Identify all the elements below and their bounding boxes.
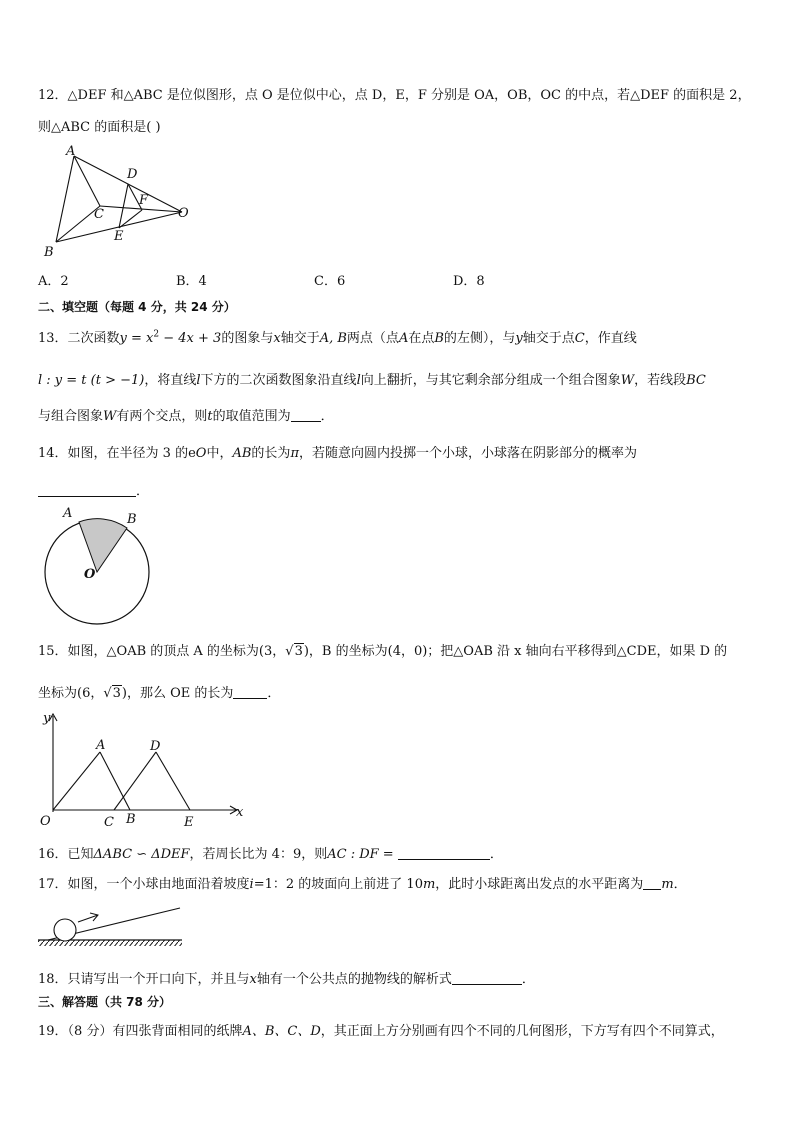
- q18-line: 18．只请写出一个开口向下，并且与x轴有一个公共点的抛物线的解析式 ．: [38, 972, 535, 987]
- label-F: F: [139, 193, 149, 208]
- label-E: E: [114, 229, 124, 244]
- q17-line: 17．如图，一个小球由地面沿着坡度i=1：2 的坡面向上前进了 10m，此时小球距离出发点的水平距离为 m．: [38, 877, 687, 892]
- section-3-heading: 三、解答题（共 78 分）: [38, 995, 172, 1009]
- q14-figure: [38, 502, 162, 626]
- label-y: y: [43, 711, 51, 726]
- answer-blank-13[interactable]: [291, 409, 321, 422]
- section-2-heading: 二、填空题（每题 4 分，共 24 分）: [38, 300, 236, 314]
- label-A: A: [96, 738, 106, 753]
- label-O: O: [178, 206, 189, 221]
- label-B: B: [127, 512, 137, 527]
- label-A: A: [63, 506, 73, 521]
- label-D: D: [150, 739, 161, 754]
- q15-line2: 坐标为(6，√3)，那么 OE 的长为 ．: [38, 686, 281, 701]
- answer-blank-14[interactable]: [38, 484, 136, 497]
- q12-line1: 12．△DEF 和△ABC 是位似图形，点 O 是位似中心，点 D，E，F 分别是 OA，OB，OC 的中点，若△DEF 的面积是 2，: [38, 88, 751, 103]
- q19-line: 19．（8 分）有四张背面相同的纸牌A、B、C、D，其正面上方分别画有四个不同的几何图形，下方写有四个不同算式，: [38, 1024, 724, 1039]
- answer-blank-18[interactable]: [452, 972, 522, 985]
- answer-blank-17[interactable]: [643, 877, 661, 890]
- q14-line1: 14．如图，在半径为 3 的eO中，AB的长为π，若随意向圆内投掷一个小球，小球落在阴影部分的概率为: [38, 446, 637, 461]
- q13-line1: 13．二次函数$y = x^2 - 4x + 3$的图象与x轴交于A, B两点（点A在点B的左侧），与y轴交于点C，作直线: [38, 329, 637, 346]
- choice-d: D．8: [453, 274, 485, 289]
- answer-blank-15[interactable]: [233, 686, 267, 699]
- q12-figure: [38, 142, 198, 260]
- q14-line2: ．: [38, 480, 149, 499]
- label-A: A: [66, 144, 76, 159]
- q15-figure: [38, 708, 248, 830]
- q17-figure: [38, 900, 184, 950]
- answer-blank-16[interactable]: [398, 847, 490, 860]
- label-B: B: [126, 812, 136, 827]
- q13-line2: l : y = t (t > −1)，将直线l下方的二次函数图象沿直线l向上翻折，与其它剩余部分组成一个组合图象W，若线段BC: [38, 373, 706, 388]
- choice-c: C．6: [314, 274, 346, 289]
- q13-line3: 与组合图象W有两个交点，则t的取值范围为 ．: [38, 409, 334, 424]
- label-E: E: [184, 815, 194, 830]
- choice-b: B．4: [176, 274, 207, 289]
- label-O: O: [84, 567, 96, 582]
- label-D: D: [127, 167, 138, 182]
- q15-line1: 15．如图，△OAB 的顶点 A 的坐标为(3，√3)，B 的坐标为(4，0)；把△OAB 沿 x 轴向右平移得到△CDE，如果 D 的: [38, 644, 728, 659]
- q12-line2: 则△ABC 的面积是( ): [38, 120, 161, 135]
- label-C: C: [94, 207, 104, 222]
- label-C: C: [104, 815, 114, 830]
- label-B: B: [44, 245, 54, 260]
- choice-a: A．2: [38, 274, 69, 289]
- label-x: x: [236, 805, 244, 820]
- label-O: O: [40, 814, 51, 829]
- q16-line: 16．已知ΔABC ∽ ΔDEF，若周长比为 4：9，则AC : DF = ．: [38, 847, 503, 862]
